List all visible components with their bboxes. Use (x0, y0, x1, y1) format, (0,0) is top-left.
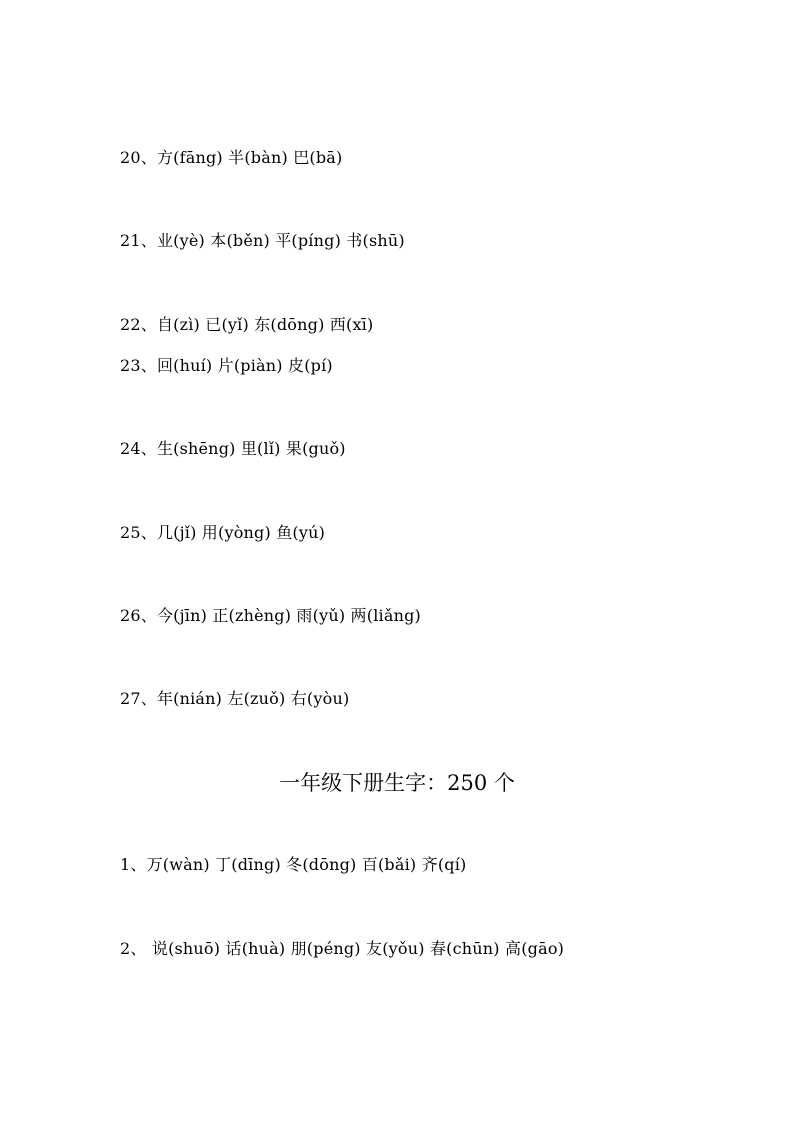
vocab-line-24: 24、生(shēng) 里(lǐ) 果(guǒ) (120, 439, 346, 458)
vocab-line-27: 27、年(nián) 左(zuǒ) 右(yòu) (120, 689, 350, 708)
vocab-line-25: 25、几(jǐ) 用(yòng) 鱼(yú) (120, 523, 326, 542)
vocab-line-2: 2、 说(shuō) 话(huà) 朋(péng) 友(yǒu) 春(chūn) 高(gāo) (120, 939, 565, 958)
vocab-line-23: 23、回(huí) 片(piàn) 皮(pí) (120, 356, 333, 375)
vocab-line-1: 1、万(wàn) 丁(dīng) 冬(dōng) 百(bǎi) 齐(qí) (120, 855, 467, 874)
section-title: 一年级下册生字：250 个 (279, 771, 515, 795)
vocab-line-20: 20、方(fāng) 半(bàn) 巴(bā) (120, 148, 343, 167)
vocab-line-26: 26、今(jīn) 正(zhèng) 雨(yǔ) 两(liǎng) (120, 606, 421, 625)
vocab-line-21: 21、业(yè) 本(běn) 平(píng) 书(shū) (120, 231, 405, 250)
vocab-line-22: 22、自(zì) 已(yǐ) 东(dōng) 西(xī) (120, 315, 374, 334)
